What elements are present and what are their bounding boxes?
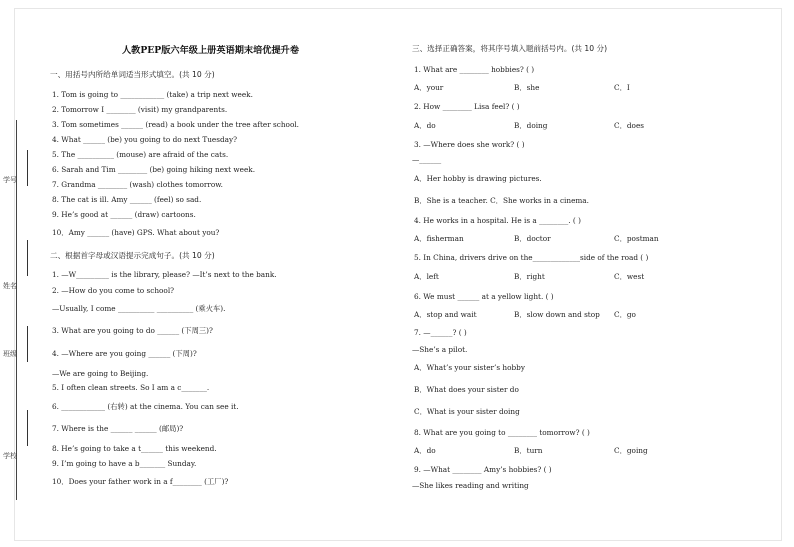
s2-item-10: 10．Does your father work in a f________ (工厂)? xyxy=(52,477,229,486)
s3-q8-opt-b: B．turn xyxy=(514,446,543,455)
s1-item-9: 9. He’s good at ______ (draw) cartoons. xyxy=(52,210,196,219)
s2-item-2: 2. —How do you come to school? xyxy=(52,286,175,295)
s3-q5-options xyxy=(414,272,774,281)
s1-item-5: 5. The __________ (mouse) are afraid of the cats. xyxy=(52,150,229,159)
section-1-heading: 一、用括号内所给单词适当形式填空。(共 10 分) xyxy=(50,70,215,79)
s2-item-4-answer: —We are going to Beijing. xyxy=(52,369,149,378)
s3-q4-opt-b: B．doctor xyxy=(514,234,551,243)
s2-item-2-answer: —Usually, I come __________ __________ (乘火车). xyxy=(52,304,226,313)
s3-q3: 3. —Where does she work? ( ) xyxy=(414,140,525,149)
s2-item-9: 9. I’m going to have a b_______ Sunday. xyxy=(52,459,197,468)
s3-q3-opt-bc: B．She is a teacher. C．She works in a cinema. xyxy=(414,196,589,205)
binding-label-name: 姓名 xyxy=(3,282,17,290)
s3-q1-opt-a: A．your xyxy=(414,83,444,92)
s3-q4-opt-a: A．fisherman xyxy=(414,234,464,243)
s3-q9: 9. —What ________ Amy’s hobbies? ( ) xyxy=(414,465,552,474)
s3-q2: 2. How ________ Lisa feel? ( ) xyxy=(414,102,520,111)
s3-q6-opt-b: B．slow down and stop xyxy=(514,310,600,319)
binding-blank-id xyxy=(27,150,28,186)
s3-q7-answer: —She’s a pilot. xyxy=(412,345,468,354)
s2-item-5: 5. I often clean streets. So I am a c_______. xyxy=(52,383,210,392)
s3-q7-opt-b: B．What does your sister do xyxy=(414,385,519,394)
s3-q7-opt-a: A．What’s your sister’s hobby xyxy=(414,363,525,372)
s1-item-8: 8. The cat is ill. Amy ______ (feel) so sad. xyxy=(52,195,202,204)
s3-q3-opt-a: A．Her hobby is drawing pictures. xyxy=(414,174,542,183)
s3-q2-opt-a: A．do xyxy=(414,121,436,130)
s3-q6-options xyxy=(414,310,774,319)
binding-label-id: 学号 xyxy=(3,176,17,184)
section-2-heading: 二、根据首字母或汉语提示完成句子。(共 10 分) xyxy=(50,251,215,260)
binding-blank-school xyxy=(27,410,28,446)
s2-item-7: 7. Where is the ______ ______ (邮局)? xyxy=(52,424,184,433)
s3-q4: 4. He works in a hospital. He is a ________. ( ) xyxy=(414,216,581,225)
binding-label-school: 学校 xyxy=(3,452,17,460)
s3-q3-blank: —______ xyxy=(412,155,442,164)
s3-q4-opt-c: C．postman xyxy=(614,234,659,243)
s3-q6-opt-a: A．stop and wait xyxy=(414,310,477,319)
s3-q2-opt-b: B．doing xyxy=(514,121,548,130)
binding-blank-name xyxy=(27,240,28,276)
s3-q6-opt-c: C．go xyxy=(614,310,636,319)
section-3-heading: 三、选择正确答案，将其序号填入题前括号内。(共 10 分) xyxy=(412,44,608,53)
s3-q8-options xyxy=(414,446,774,455)
s1-item-4: 4. What ______ (be) you going to do next Tuesday? xyxy=(52,135,238,144)
s3-q1-opt-b: B．she xyxy=(514,83,540,92)
s1-item-10: 10．Amy ______ (have) GPS. What about you? xyxy=(52,228,220,237)
s2-item-8: 8. He’s going to take a t______ this weekend. xyxy=(52,444,217,453)
s1-item-1: 1. Tom is going to ____________ (take) a trip next week. xyxy=(52,90,253,99)
s3-q4-options xyxy=(414,234,774,243)
s3-q5-opt-a: A．left xyxy=(414,272,439,281)
s3-q1-opt-c: C．I xyxy=(614,83,630,92)
s3-q5-opt-b: B．right xyxy=(514,272,545,281)
s3-q6: 6. We must ______ at a yellow light. ( ) xyxy=(414,292,554,301)
s3-q5-opt-c: C．west xyxy=(614,272,645,281)
s3-q1: 1. What are ________ hobbies? ( ) xyxy=(414,65,535,74)
s2-item-1: 1. —W_________ is the library, please? —It’s next to the bank. xyxy=(52,270,277,279)
binding-margin xyxy=(0,0,42,547)
s1-item-7: 7. Grandma ________ (wash) clothes tomorrow. xyxy=(52,180,224,189)
s3-q1-options xyxy=(414,83,774,92)
s3-q8-opt-a: A．do xyxy=(414,446,436,455)
s3-q5: 5. In China, drivers drive on the_____________side of the road ( ) xyxy=(414,253,649,262)
s3-q2-options xyxy=(414,121,774,130)
s2-item-6: 6. ____________ (右转) at the cinema. You can see it. xyxy=(52,402,239,411)
binding-blank-class xyxy=(27,326,28,362)
s1-item-3: 3. Tom sometimes ______ (read) a book under the tree after school. xyxy=(52,120,299,129)
s3-q7: 7. —______? ( ) xyxy=(414,328,467,337)
s2-item-4: 4. —Where are you going ______ (下周)? xyxy=(52,349,197,358)
s2-item-3: 3. What are you going to do ______ (下周三)? xyxy=(52,326,213,335)
s3-q2-opt-c: C．does xyxy=(614,121,645,130)
s3-q8-opt-c: C．going xyxy=(614,446,648,455)
s3-q7-opt-c: C．What is your sister doing xyxy=(414,407,520,416)
binding-label-class: 班级 xyxy=(3,350,17,358)
s1-item-2: 2. Tomorrow I ________ (visit) my grandparents. xyxy=(52,105,228,114)
s3-q8: 8. What are you going to ________ tomorrow? ( ) xyxy=(414,428,590,437)
s3-q9-answer: —She likes reading and writing xyxy=(412,481,529,490)
exam-title: 人教PEP版六年级上册英语期末培优提升卷 xyxy=(122,45,300,56)
s1-item-6: 6. Sarah and Tim ________ (be) going hiking next week. xyxy=(52,165,256,174)
